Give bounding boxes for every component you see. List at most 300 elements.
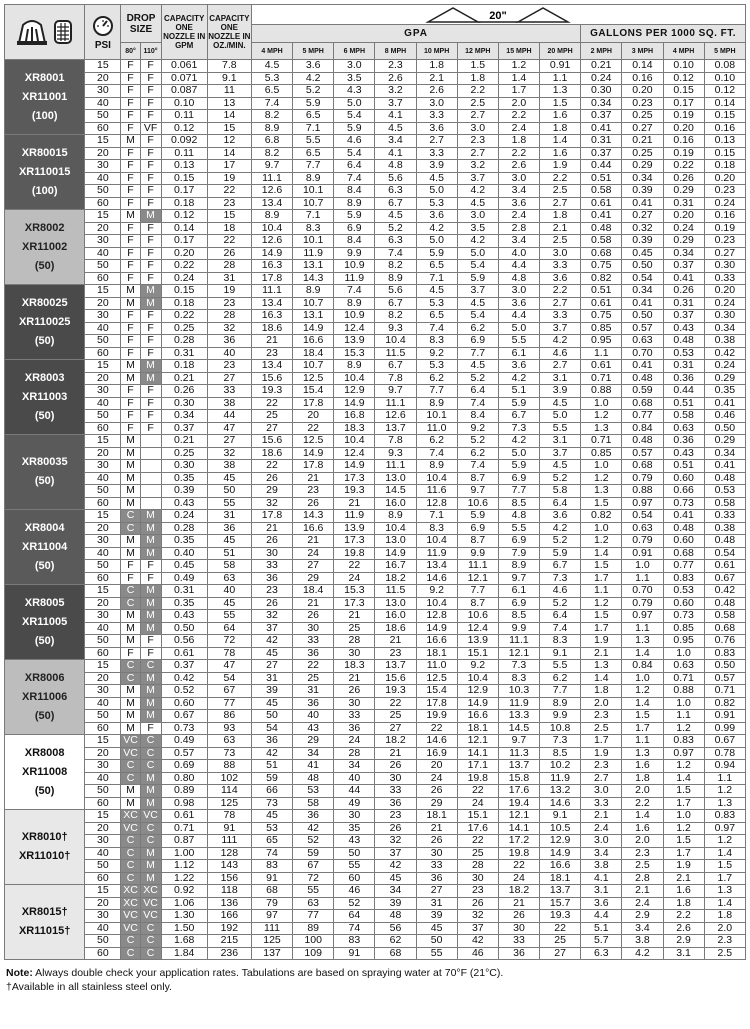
gpa-6mph-cell: 36 (334, 722, 375, 735)
nozzle-model-label: (100) (31, 109, 58, 122)
gpa-6mph-cell: 10.9 (334, 310, 375, 323)
drop-110-cell: F (140, 397, 161, 410)
gallons-speed-header: 4 MPH (663, 43, 704, 60)
gpa-12mph-cell: 8.4 (457, 410, 498, 423)
gal-3mph-cell: 0.79 (622, 597, 663, 610)
gal-2mph-cell: 3.3 (581, 797, 622, 810)
drop-80-cell: C (121, 672, 140, 685)
gpa-20mph-cell: 4.2 (540, 522, 581, 535)
gal-3mph-cell: 0.25 (622, 147, 663, 160)
gpa-10mph-cell: 7.7 (416, 385, 457, 398)
table-row (5, 560, 746, 573)
gpa-12mph-cell: 7.7 (457, 585, 498, 598)
gal-2mph-cell: 0.21 (581, 60, 622, 73)
capacity-oz-cell: 15 (207, 210, 251, 223)
gal-2mph-cell: 1.0 (581, 397, 622, 410)
drop-110-cell (140, 435, 161, 448)
gpa-5mph-cell: 11.9 (293, 247, 334, 260)
capacity-oz-cell: 78 (207, 647, 251, 660)
gal-2mph-cell: 0.75 (581, 260, 622, 273)
gal-5mph-cell: 0.24 (704, 297, 745, 310)
gal-2mph-cell: 2.7 (581, 772, 622, 785)
drop-110-cell: F (140, 147, 161, 160)
capacity-oz-cell: 236 (207, 947, 251, 960)
gal-5mph-cell: 1.8 (704, 910, 745, 923)
gpa-5mph-cell: 26 (293, 497, 334, 510)
gal-2mph-cell: 1.2 (581, 535, 622, 548)
gpa-4mph-cell: 51 (251, 760, 292, 773)
capacity-gpm-cell: 0.25 (161, 447, 207, 460)
gpa-4mph-cell: 13.4 (251, 297, 292, 310)
gpa-5mph-cell: 7.1 (293, 122, 334, 135)
gal-2mph-cell: 0.75 (581, 310, 622, 323)
gal-4mph-cell: 1.5 (663, 785, 704, 798)
psi-cell: 30 (85, 685, 121, 698)
gal-3mph-cell: 3.8 (622, 935, 663, 948)
gal-3mph-cell: 1.4 (622, 697, 663, 710)
drop-110-cell: F (140, 322, 161, 335)
gal-4mph-cell: 0.68 (663, 547, 704, 560)
gpa-20mph-cell: 6.7 (540, 560, 581, 573)
gpa-12mph-cell: 12.9 (457, 685, 498, 698)
gal-3mph-cell: 1.0 (622, 672, 663, 685)
gal-3mph-cell: 0.91 (622, 547, 663, 560)
capacity-oz-cell: 15 (207, 122, 251, 135)
gal-2mph-cell: 4.1 (581, 872, 622, 885)
drop-80-cell: XC (121, 810, 140, 823)
gpa-12mph-cell: 3.7 (457, 285, 498, 298)
drop-110-cell: C (140, 935, 161, 948)
gal-3mph-cell: 0.27 (622, 210, 663, 223)
gal-2mph-cell: 2.5 (581, 722, 622, 735)
gal-2mph-cell: 2.3 (581, 710, 622, 723)
gpa-12mph-cell: 7.4 (457, 397, 498, 410)
gpa-12mph-cell: 2.5 (457, 97, 498, 110)
table-row (5, 122, 746, 135)
gal-2mph-cell: 0.48 (581, 222, 622, 235)
gpa-8mph-cell: 11.5 (375, 585, 416, 598)
capacity-gpm-cell: 0.22 (161, 260, 207, 273)
gpa-15mph-cell: 4.2 (498, 435, 539, 448)
gpa-6mph-cell: 74 (334, 922, 375, 935)
gal-5mph-cell: 0.35 (704, 385, 745, 398)
nozzle-model-label: XR8005 (24, 596, 65, 609)
gpa-8mph-cell: 8.2 (375, 310, 416, 323)
table-row (5, 410, 746, 423)
nozzle-model-label: XR8008 (24, 746, 65, 759)
drop-80-cell: C (121, 860, 140, 873)
capacity-oz-cell: 31 (207, 510, 251, 523)
boom-height-triangle-icon (423, 6, 573, 24)
gpa-10mph-cell: 5.3 (416, 360, 457, 373)
gal-2mph-cell: 1.5 (581, 497, 622, 510)
gpa-15mph-cell: 14.1 (498, 822, 539, 835)
gal-2mph-cell: 1.7 (581, 572, 622, 585)
psi-cell: 20 (85, 522, 121, 535)
gpa-15mph-cell: 5.0 (498, 322, 539, 335)
gpa-10mph-cell: 3.0 (416, 97, 457, 110)
gal-4mph-cell: 1.0 (663, 647, 704, 660)
note-label: Note: (6, 967, 33, 979)
drop-110-cell: F (140, 97, 161, 110)
gpa-8mph-cell: 68 (375, 947, 416, 960)
capacity-oz-cell: 45 (207, 472, 251, 485)
gal-5mph-cell: 0.46 (704, 410, 745, 423)
table-row (5, 472, 746, 485)
gpa-5mph-cell: 10.7 (293, 197, 334, 210)
drop-80-cell: M (121, 285, 140, 298)
gpa-10mph-cell: 14.9 (416, 622, 457, 635)
gpa-5mph-cell: 14.3 (293, 510, 334, 523)
gal-3mph-cell: 0.84 (622, 422, 663, 435)
gal-3mph-cell: 0.54 (622, 510, 663, 523)
drop-110-cell: M (140, 785, 161, 798)
drop-110-cell: C (140, 835, 161, 848)
gpa-15mph-cell: 7.3 (498, 422, 539, 435)
gpa-20mph-cell: 2.5 (540, 185, 581, 198)
gpa-5mph-cell: 12.5 (293, 372, 334, 385)
capacity-gpm-cell: 0.37 (161, 660, 207, 673)
capacity-oz-cell: 31 (207, 272, 251, 285)
gpa-12mph-cell: 6.9 (457, 335, 498, 348)
gpa-4mph-cell: 26 (251, 472, 292, 485)
gal-3mph-cell: 3.4 (622, 922, 663, 935)
gpa-5mph-cell: 29 (293, 572, 334, 585)
table-row (5, 422, 746, 435)
gpa-15mph-cell: 3.0 (498, 285, 539, 298)
gpa-20mph-cell: 8.3 (540, 635, 581, 648)
gal-4mph-cell: 0.19 (663, 147, 704, 160)
gpa-8mph-cell: 25 (375, 710, 416, 723)
gpa-12mph-cell: 5.9 (457, 272, 498, 285)
gpa-5mph-cell: 53 (293, 785, 334, 798)
gal-3mph-cell: 1.3 (622, 747, 663, 760)
table-row (5, 485, 746, 498)
gpa-10mph-cell: 1.8 (416, 60, 457, 73)
psi-cell: 30 (85, 760, 121, 773)
gpa-15mph-cell: 33 (498, 935, 539, 948)
gpa-5mph-cell: 8.3 (293, 222, 334, 235)
drop-110-cell: M (140, 585, 161, 598)
gpa-15mph-cell: 11.1 (498, 635, 539, 648)
gal-3mph-cell: 1.7 (622, 722, 663, 735)
gpa-12mph-cell: 5.2 (457, 435, 498, 448)
gpa-15mph-cell: 17.2 (498, 835, 539, 848)
gpa-8mph-cell: 34 (375, 885, 416, 898)
gpa-5mph-cell: 41 (293, 760, 334, 773)
nozzle-model-label: XR11006 (22, 690, 68, 703)
gpa-6mph-cell: 18.3 (334, 422, 375, 435)
drop-80-cell: F (121, 85, 140, 98)
gal-4mph-cell: 0.41 (663, 510, 704, 523)
capacity-gpm-cell: 0.35 (161, 535, 207, 548)
gal-5mph-cell: 0.20 (704, 172, 745, 185)
gallons-header: GALLONS PER 1000 SQ. FT. (581, 25, 746, 43)
gal-4mph-cell: 2.2 (663, 910, 704, 923)
gal-5mph-cell: 0.16 (704, 122, 745, 135)
gal-4mph-cell: 0.83 (663, 572, 704, 585)
table-row (5, 847, 746, 860)
gpa-6mph-cell: 44 (334, 785, 375, 798)
capacity-gpm-cell: 0.22 (161, 310, 207, 323)
drop-110-cell: M (140, 872, 161, 885)
gpa-5mph-cell: 36 (293, 647, 334, 660)
nozzle-icons-cell (5, 5, 85, 60)
gpa-6mph-cell: 17.3 (334, 535, 375, 548)
gpa-8mph-cell: 13.0 (375, 535, 416, 548)
flat-fan-nozzle-icon (15, 17, 49, 47)
gal-2mph-cell: 0.41 (581, 122, 622, 135)
drop-110-cell: F (140, 60, 161, 73)
gpa-6mph-cell: 25 (334, 622, 375, 635)
gal-4mph-cell: 1.6 (663, 885, 704, 898)
gpa-15mph-cell: 1.7 (498, 85, 539, 98)
table-row (5, 72, 746, 85)
gpa-8mph-cell: 48 (375, 910, 416, 923)
drop-110-cell (140, 447, 161, 460)
drop-80-cell: M (121, 297, 140, 310)
gpa-15mph-cell: 6.9 (498, 535, 539, 548)
capacity-oz-cell: 40 (207, 585, 251, 598)
gpa-20mph-cell: 9.9 (540, 710, 581, 723)
gpa-20mph-cell: 3.6 (540, 272, 581, 285)
gpa-20mph-cell: 4.6 (540, 585, 581, 598)
table-row (5, 835, 746, 848)
gal-4mph-cell: 1.0 (663, 697, 704, 710)
gpa-4mph-cell: 10.4 (251, 222, 292, 235)
gal-3mph-cell: 1.0 (622, 560, 663, 573)
gpa-4mph-cell: 22 (251, 397, 292, 410)
drop-80-cell: C (121, 772, 140, 785)
capacity-oz-cell: 36 (207, 522, 251, 535)
gpa-6mph-cell: 33 (334, 710, 375, 723)
gpa-6mph-cell: 4.3 (334, 85, 375, 98)
drop-80-cell: XC (121, 885, 140, 898)
psi-cell: 50 (85, 935, 121, 948)
psi-cell: 30 (85, 460, 121, 473)
gpa-4mph-cell: 16.3 (251, 260, 292, 273)
gal-5mph-cell: 0.13 (704, 135, 745, 148)
drop-80-cell: M (121, 697, 140, 710)
gpa-12mph-cell: 2.3 (457, 135, 498, 148)
gal-4mph-cell: 0.31 (663, 360, 704, 373)
gpa-8mph-cell: 5.2 (375, 222, 416, 235)
gpa-4mph-cell: 11.1 (251, 172, 292, 185)
gpa-4mph-cell: 17.8 (251, 272, 292, 285)
drop-80-cell: C (121, 935, 140, 948)
capacity-gpm-cell: 0.45 (161, 560, 207, 573)
nozzle-model-label: XR11005 (22, 615, 68, 628)
gal-2mph-cell: 0.71 (581, 435, 622, 448)
gal-4mph-cell: 1.2 (663, 722, 704, 735)
capacity-oz-cell: 27 (207, 435, 251, 448)
gpa-4mph-cell: 26 (251, 535, 292, 548)
capacity-oz-cell: 63 (207, 735, 251, 748)
table-row (5, 272, 746, 285)
capacity-gpm-cell: 0.11 (161, 110, 207, 123)
gal-4mph-cell: 0.63 (663, 660, 704, 673)
gal-3mph-cell: 0.50 (622, 260, 663, 273)
drop-110-cell: C (140, 660, 161, 673)
drop-80-cell: F (121, 322, 140, 335)
drop-80-cell: C (121, 585, 140, 598)
gpa-5mph-cell: 13.1 (293, 310, 334, 323)
gal-2mph-cell: 1.9 (581, 635, 622, 648)
psi-cell: 15 (85, 435, 121, 448)
gallons-speed-header: 5 MPH (704, 43, 745, 60)
capacity-gpm-cell: 0.18 (161, 360, 207, 373)
gpa-20mph-cell: 2.2 (540, 172, 581, 185)
gpa-20mph-cell: 13.2 (540, 785, 581, 798)
capacity-oz-cell: 33 (207, 385, 251, 398)
gpa-12mph-cell: 6.9 (457, 522, 498, 535)
capacity-oz-cell: 50 (207, 485, 251, 498)
gal-5mph-cell: 1.4 (704, 897, 745, 910)
gpa-6mph-cell: 35 (334, 822, 375, 835)
gal-3mph-cell: 1.2 (622, 685, 663, 698)
psi-cell: 50 (85, 335, 121, 348)
capacity-gpm-cell: 0.40 (161, 547, 207, 560)
gpa-15mph-cell: 24 (498, 872, 539, 885)
capacity-gpm-cell: 0.092 (161, 135, 207, 148)
gal-4mph-cell: 0.16 (663, 135, 704, 148)
psi-cell: 20 (85, 597, 121, 610)
gal-5mph-cell: 0.29 (704, 435, 745, 448)
capacity-gpm-cell: 0.14 (161, 222, 207, 235)
gal-3mph-cell: 1.3 (622, 635, 663, 648)
gpa-5mph-cell: 59 (293, 847, 334, 860)
gpa-4mph-cell: 31 (251, 672, 292, 685)
gpa-5mph-cell: 22 (293, 422, 334, 435)
gal-4mph-cell: 0.19 (663, 110, 704, 123)
gpa-4mph-cell: 15.6 (251, 435, 292, 448)
table-row (5, 585, 746, 598)
gpa-4mph-cell: 23 (251, 347, 292, 360)
drop-80-cell: C (121, 660, 140, 673)
gal-3mph-cell: 0.63 (622, 335, 663, 348)
gpa-6mph-cell: 52 (334, 897, 375, 910)
capacity-oz-cell: 7.8 (207, 60, 251, 73)
gpa-10mph-cell: 33 (416, 860, 457, 873)
gpa-12mph-cell: 19.8 (457, 772, 498, 785)
capacity-gpm-cell: 0.17 (161, 235, 207, 248)
table-row (5, 685, 746, 698)
capacity-gpm-cell: 0.98 (161, 797, 207, 810)
gpa-20mph-cell: 15.7 (540, 897, 581, 910)
gpa-4mph-cell: 27 (251, 422, 292, 435)
gal-5mph-cell: 0.58 (704, 497, 745, 510)
gpa-6mph-cell: 5.9 (334, 210, 375, 223)
gpa-15mph-cell: 30 (498, 922, 539, 935)
gal-2mph-cell: 0.82 (581, 510, 622, 523)
gpa-6mph-cell: 14.9 (334, 397, 375, 410)
gal-4mph-cell: 0.44 (663, 385, 704, 398)
gal-2mph-cell: 3.0 (581, 785, 622, 798)
gpa-5mph-cell: 10.7 (293, 297, 334, 310)
gpa-15mph-cell: 19.8 (498, 847, 539, 860)
gpa-6mph-cell: 8.4 (334, 185, 375, 198)
psi-cell: 15 (85, 810, 121, 823)
gpa-4mph-cell: 12.6 (251, 235, 292, 248)
gal-5mph-cell: 0.50 (704, 660, 745, 673)
gpa-20mph-cell: 3.3 (540, 310, 581, 323)
gal-4mph-cell: 1.4 (663, 772, 704, 785)
gpa-15mph-cell: 7.9 (498, 547, 539, 560)
gal-4mph-cell: 0.31 (663, 297, 704, 310)
gal-5mph-cell: 2.5 (704, 947, 745, 960)
nozzle-model-cell (5, 285, 85, 360)
gpa-speed-header: 20 MPH (540, 43, 581, 60)
gpa-20mph-cell: 1.1 (540, 72, 581, 85)
gal-2mph-cell: 0.30 (581, 85, 622, 98)
gpa-10mph-cell: 6.2 (416, 372, 457, 385)
gal-3mph-cell: 1.6 (622, 760, 663, 773)
gpa-8mph-cell: 5.6 (375, 285, 416, 298)
drop-110-cell: F (140, 385, 161, 398)
capacity-gpm-cell: 0.43 (161, 497, 207, 510)
gal-3mph-cell: 2.8 (622, 872, 663, 885)
drop-110-cell: M (140, 597, 161, 610)
gal-5mph-cell: 0.24 (704, 197, 745, 210)
gal-2mph-cell: 0.61 (581, 197, 622, 210)
gpa-12mph-cell: 15.1 (457, 647, 498, 660)
gpa-20mph-cell: 8.5 (540, 747, 581, 760)
table-row (5, 860, 746, 873)
nozzle-model-cell (5, 60, 85, 135)
gpa-20mph-cell: 9.1 (540, 647, 581, 660)
capacity-gpm-cell: 0.12 (161, 122, 207, 135)
psi-cell: 60 (85, 197, 121, 210)
drop-80-cell: F (121, 72, 140, 85)
gpa-10mph-cell: 4.5 (416, 172, 457, 185)
capacity-gpm-cell: 0.60 (161, 697, 207, 710)
drop-110-cell: F (140, 235, 161, 248)
gpa-10mph-cell: 7.4 (416, 447, 457, 460)
capacity-oz-cell: 58 (207, 560, 251, 573)
psi-cell: 30 (85, 910, 121, 923)
gpa-12mph-cell: 14.1 (457, 747, 498, 760)
gpa-12mph-cell: 3.2 (457, 160, 498, 173)
gpa-4mph-cell: 7.4 (251, 97, 292, 110)
drop-80-cell: F (121, 560, 140, 573)
table-row (5, 572, 746, 585)
gpa-5mph-cell: 8.9 (293, 285, 334, 298)
gpa-15mph-cell: 10.3 (498, 685, 539, 698)
gpa-4mph-cell: 59 (251, 772, 292, 785)
gpa-12mph-cell: 24 (457, 797, 498, 810)
capacity-gpm-cell: 0.61 (161, 810, 207, 823)
gpa-6mph-cell: 46 (334, 885, 375, 898)
gal-4mph-cell: 1.2 (663, 760, 704, 773)
psi-cell: 60 (85, 572, 121, 585)
gpa-12mph-cell: 3.7 (457, 172, 498, 185)
gpa-8mph-cell: 62 (375, 935, 416, 948)
capacity-oz-cell: 32 (207, 447, 251, 460)
drop-80-cell: M (121, 610, 140, 623)
gpa-12mph-cell: 8.7 (457, 597, 498, 610)
capacity-gpm-cell: 0.73 (161, 722, 207, 735)
gpa-10mph-cell: 39 (416, 910, 457, 923)
psi-cell: 40 (85, 172, 121, 185)
gpa-8mph-cell: 21 (375, 635, 416, 648)
gal-5mph-cell: 1.7 (704, 872, 745, 885)
gpa-6mph-cell: 3.5 (334, 72, 375, 85)
gal-5mph-cell: 1.3 (704, 797, 745, 810)
gal-4mph-cell: 0.48 (663, 335, 704, 348)
gpa-20mph-cell: 4.2 (540, 335, 581, 348)
gpa-6mph-cell: 15.3 (334, 347, 375, 360)
gal-2mph-cell: 0.31 (581, 135, 622, 148)
